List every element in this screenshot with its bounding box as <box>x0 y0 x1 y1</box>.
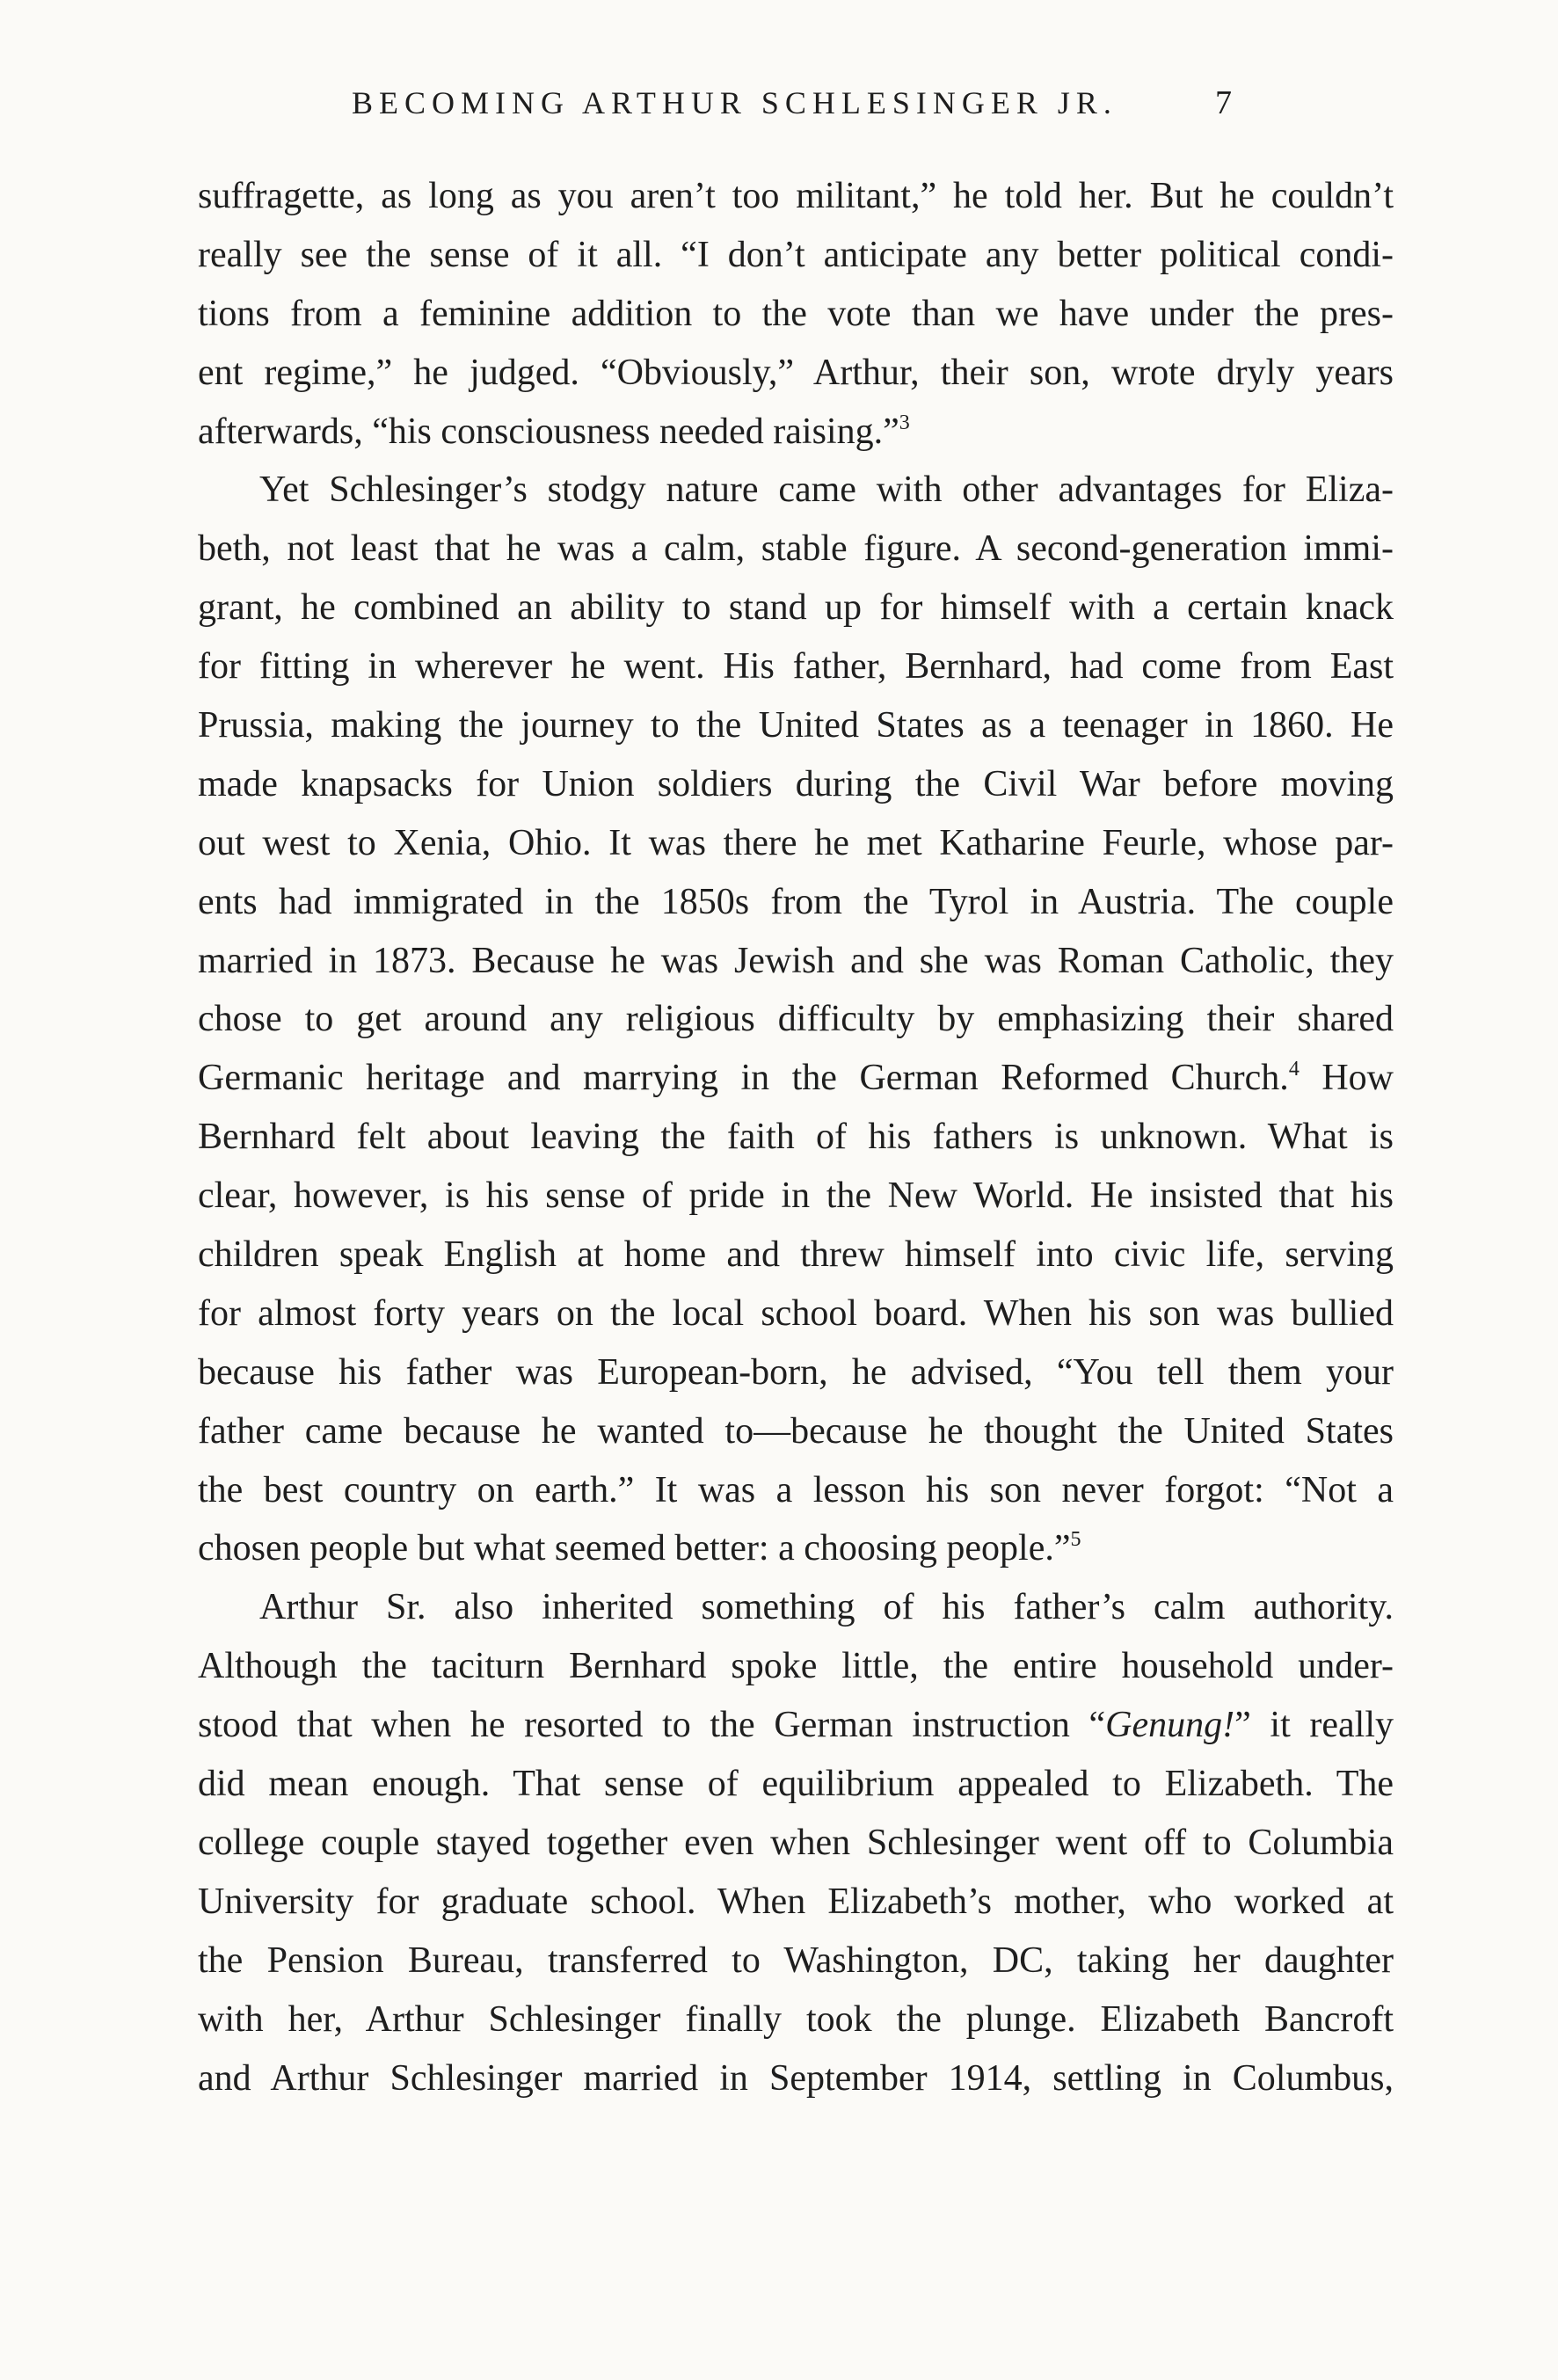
text-line: chose to get around any religious difficulty by emphasizing their shared <box>198 999 1394 1040</box>
text-line: for almost forty years on the local school board. When his son was bullied <box>198 1292 1394 1334</box>
text-segment: Germanic heritage and marrying in the German Reformed Church. <box>198 1058 1289 1099</box>
text-line: really see the sense of it all. “I don’t anticipate any better political condi- <box>198 234 1394 275</box>
text-line: made knapsacks for Union soldiers during the Civil War before moving <box>198 763 1394 804</box>
text-line: University for graduate school. When Elizabeth’s mother, who worked at <box>198 1881 1394 1922</box>
running-head <box>198 81 1394 125</box>
text-line: Bernhard felt about leaving the faith of his fathers is unknown. What is <box>198 1117 1394 1158</box>
text-line: Although the taciturn Bernhard spoke little, the entire household under- <box>198 1646 1394 1687</box>
text-line <box>198 1519 1394 1578</box>
body-text <box>198 167 1394 2107</box>
footnote-marker: 4 <box>1288 1058 1300 1081</box>
text-line: clear, however, is his sense of pride in the New World. He insisted that his <box>198 1175 1394 1217</box>
text-line: the best country on earth.” It was a lesson his son never forgot: “Not a <box>198 1469 1394 1510</box>
running-title: BECOMING ARTHUR SCHLESINGER JR. <box>352 85 1118 120</box>
text-line: father came because he wanted to—because he thought the United States <box>198 1410 1394 1452</box>
text-line: Yet Schlesinger’s stodgy nature came with other advantages for Eliza- <box>259 469 1394 511</box>
page-number: 7 <box>1215 84 1232 121</box>
text-line: ents had immigrated in the 1850s from the Tyrol in Austria. The couple <box>198 881 1394 922</box>
text-line: ent regime,” he judged. “Obviously,” Arthur, their son, wrote dryly years <box>198 352 1394 393</box>
text-line: grant, he combined an ability to stand up for himself with a certain knack <box>198 587 1394 629</box>
text-segment: stood that when he resorted to the German instruction “ <box>198 1705 1106 1746</box>
text-line: because his father was European-born, he advised, “You tell them your <box>198 1351 1394 1393</box>
footnote-marker: 3 <box>899 411 910 434</box>
text-line <box>198 1696 1394 1755</box>
text-line: and Arthur Schlesinger married in September 1914, settling in Columbus, <box>198 2057 1394 2099</box>
text-segment: ” it really <box>1234 1705 1394 1746</box>
italic-text: Genung! <box>1105 1705 1235 1746</box>
text-line: Arthur Sr. also inherited something of his father’s calm authority. <box>259 1587 1394 1628</box>
text-line: for fitting in wherever he went. His father, Bernhard, had come from East <box>198 646 1394 688</box>
text-line: tions from a feminine addition to the vote than we have under the pres- <box>198 293 1394 334</box>
footnote-marker: 5 <box>1070 1528 1081 1552</box>
text-line: married in 1873. Because he was Jewish and she was Roman Catholic, they <box>198 940 1394 981</box>
text-segment: How <box>1299 1058 1394 1099</box>
text-segment: chosen people but what seemed better: a choosing people.” <box>198 1528 1071 1569</box>
text-line: the Pension Bureau, transferred to Washington, DC, taking her daughter <box>198 1940 1394 1981</box>
text-line: beth, not least that he was a calm, stable figure. A second-generation immi- <box>198 528 1394 570</box>
text-line: college couple stayed together even when Schlesinger went off to Columbia <box>198 1822 1394 1863</box>
text-line: Prussia, making the journey to the United States as a teenager in 1860. He <box>198 705 1394 746</box>
text-line: children speak English at home and threw himself into civic life, serving <box>198 1234 1394 1276</box>
text-line <box>198 403 1394 462</box>
text-line: with her, Arthur Schlesinger finally took the plunge. Elizabeth Bancroft <box>198 1998 1394 2040</box>
text-line: out west to Xenia, Ohio. It was there he met Katharine Feurle, whose par- <box>198 822 1394 863</box>
text-line: did mean enough. That sense of equilibrium appealed to Elizabeth. The <box>198 1764 1394 1805</box>
text-segment: afterwards, “his consciousness needed raising.” <box>198 411 899 452</box>
text-line: suffragette, as long as you aren’t too militant,” he told her. But he couldn’t <box>198 176 1394 216</box>
text-line <box>198 1049 1394 1108</box>
